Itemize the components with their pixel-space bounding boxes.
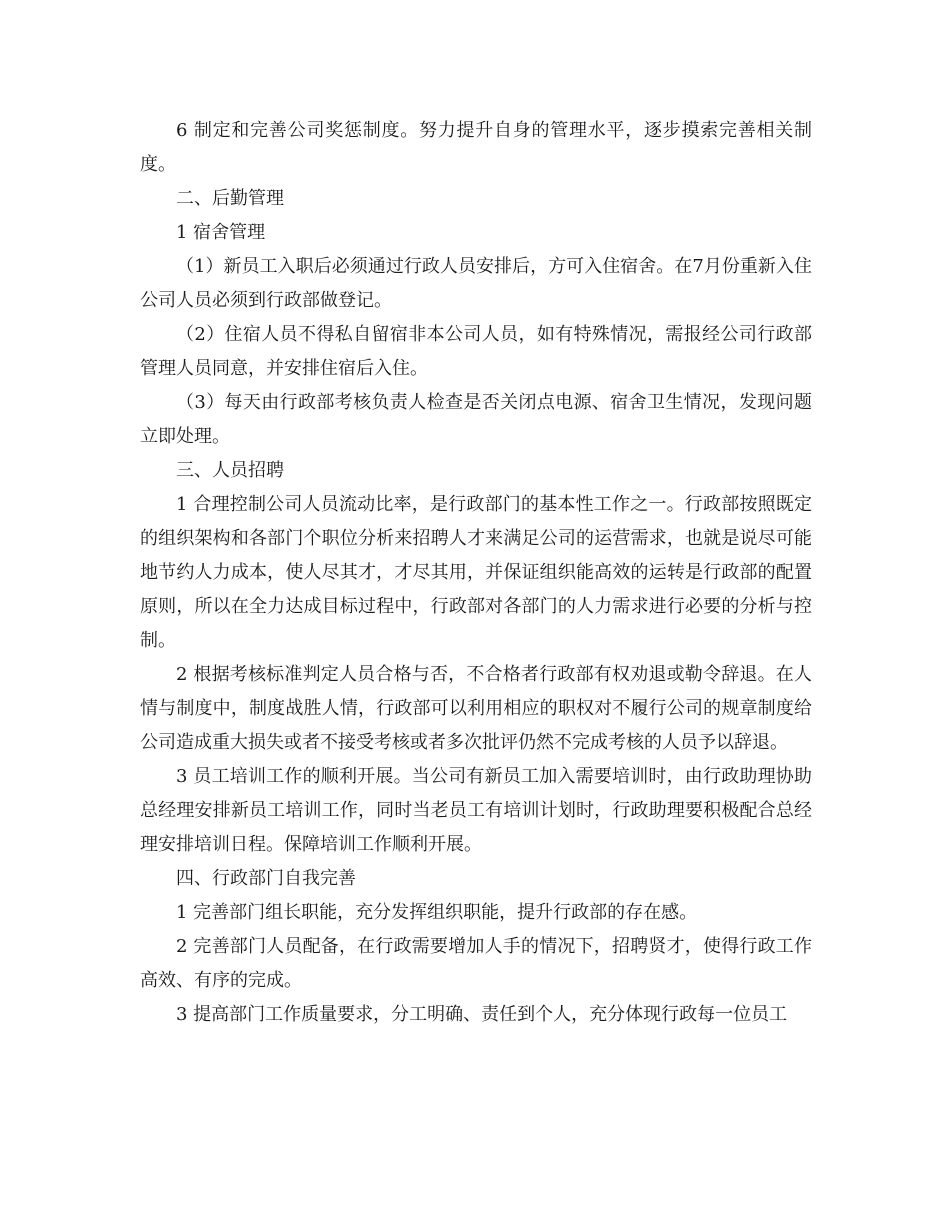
paragraph-recruit-1: 1 合理控制公司人员流动比率，是行政部门的基本性工作之一。行政部按照既定的组织架构和各部门个职位分析来招聘人才来满足公司的运营需求，也就是说尽可能地节约人力成本，使人尽其才，才尽其用，并保证组织能高效的运转是行政部的配置原则，所以在全力达成目标过程中，行政部对各部门的人力需求进行必要的分析与控制。: [140, 494, 812, 651]
section-heading-recruitment: 三、人员招聘: [176, 460, 284, 481]
document-body: [140, 114, 812, 1032]
paragraph-reward-penalty: 6 制定和完善公司奖惩制度。努力提升自身的管理水平，逐步摸索完善相关制度。: [140, 120, 812, 175]
subheading-dormitory: 1 宿舍管理: [176, 222, 266, 243]
paragraph-dorm-rule-3: （3）每天由行政部考核负责人检查是否关闭点电源、宿舍卫生情况，发现问题立即处理。: [140, 392, 812, 447]
paragraph-recruit-3: 3 员工培训工作的顺利开展。当公司有新员工加入需要培训时，由行政助理协助总经理安排新员工培训工作，同时当老员工有培训计划时，行政助理要积极配合总经理安排培训日程。保障培训工作顺利开展。: [140, 766, 812, 855]
paragraph-recruit-2: 2 根据考核标准判定人员合格与否，不合格者行政部有权劝退或勒令辞退。在人情与制度中，制度战胜人情，行政部可以利用相应的职权对不履行公司的规章制度给公司造成重大损失或者不接受考核或者多次批评仍然不完成考核的人员予以辞退。: [140, 664, 812, 753]
section-heading-self-improvement: 四、行政部门自我完善: [176, 868, 356, 889]
paragraph-improve-2: 2 完善部门人员配备，在行政需要增加人手的情况下，招聘贤才，使得行政工作高效、有序的完成。: [140, 936, 812, 991]
paragraph-improve-3: 3 提高部门工作质量要求，分工明确、责任到个人，充分体现行政每一位员工: [176, 1004, 788, 1025]
section-heading-logistics: 二、后勤管理: [176, 188, 284, 209]
paragraph-dorm-rule-1: （1）新员工入职后必须通过行政人员安排后，方可入住宿舍。在7月份重新入住公司人员必须到行政部做登记。: [140, 256, 812, 311]
paragraph-dorm-rule-2: （2）住宿人员不得私自留宿非本公司人员，如有特殊情况，需报经公司行政部管理人员同意，并安排住宿后入住。: [140, 324, 812, 379]
paragraph-improve-1: 1 完善部门组长职能，充分发挥组织职能，提升行政部的存在感。: [176, 902, 698, 923]
